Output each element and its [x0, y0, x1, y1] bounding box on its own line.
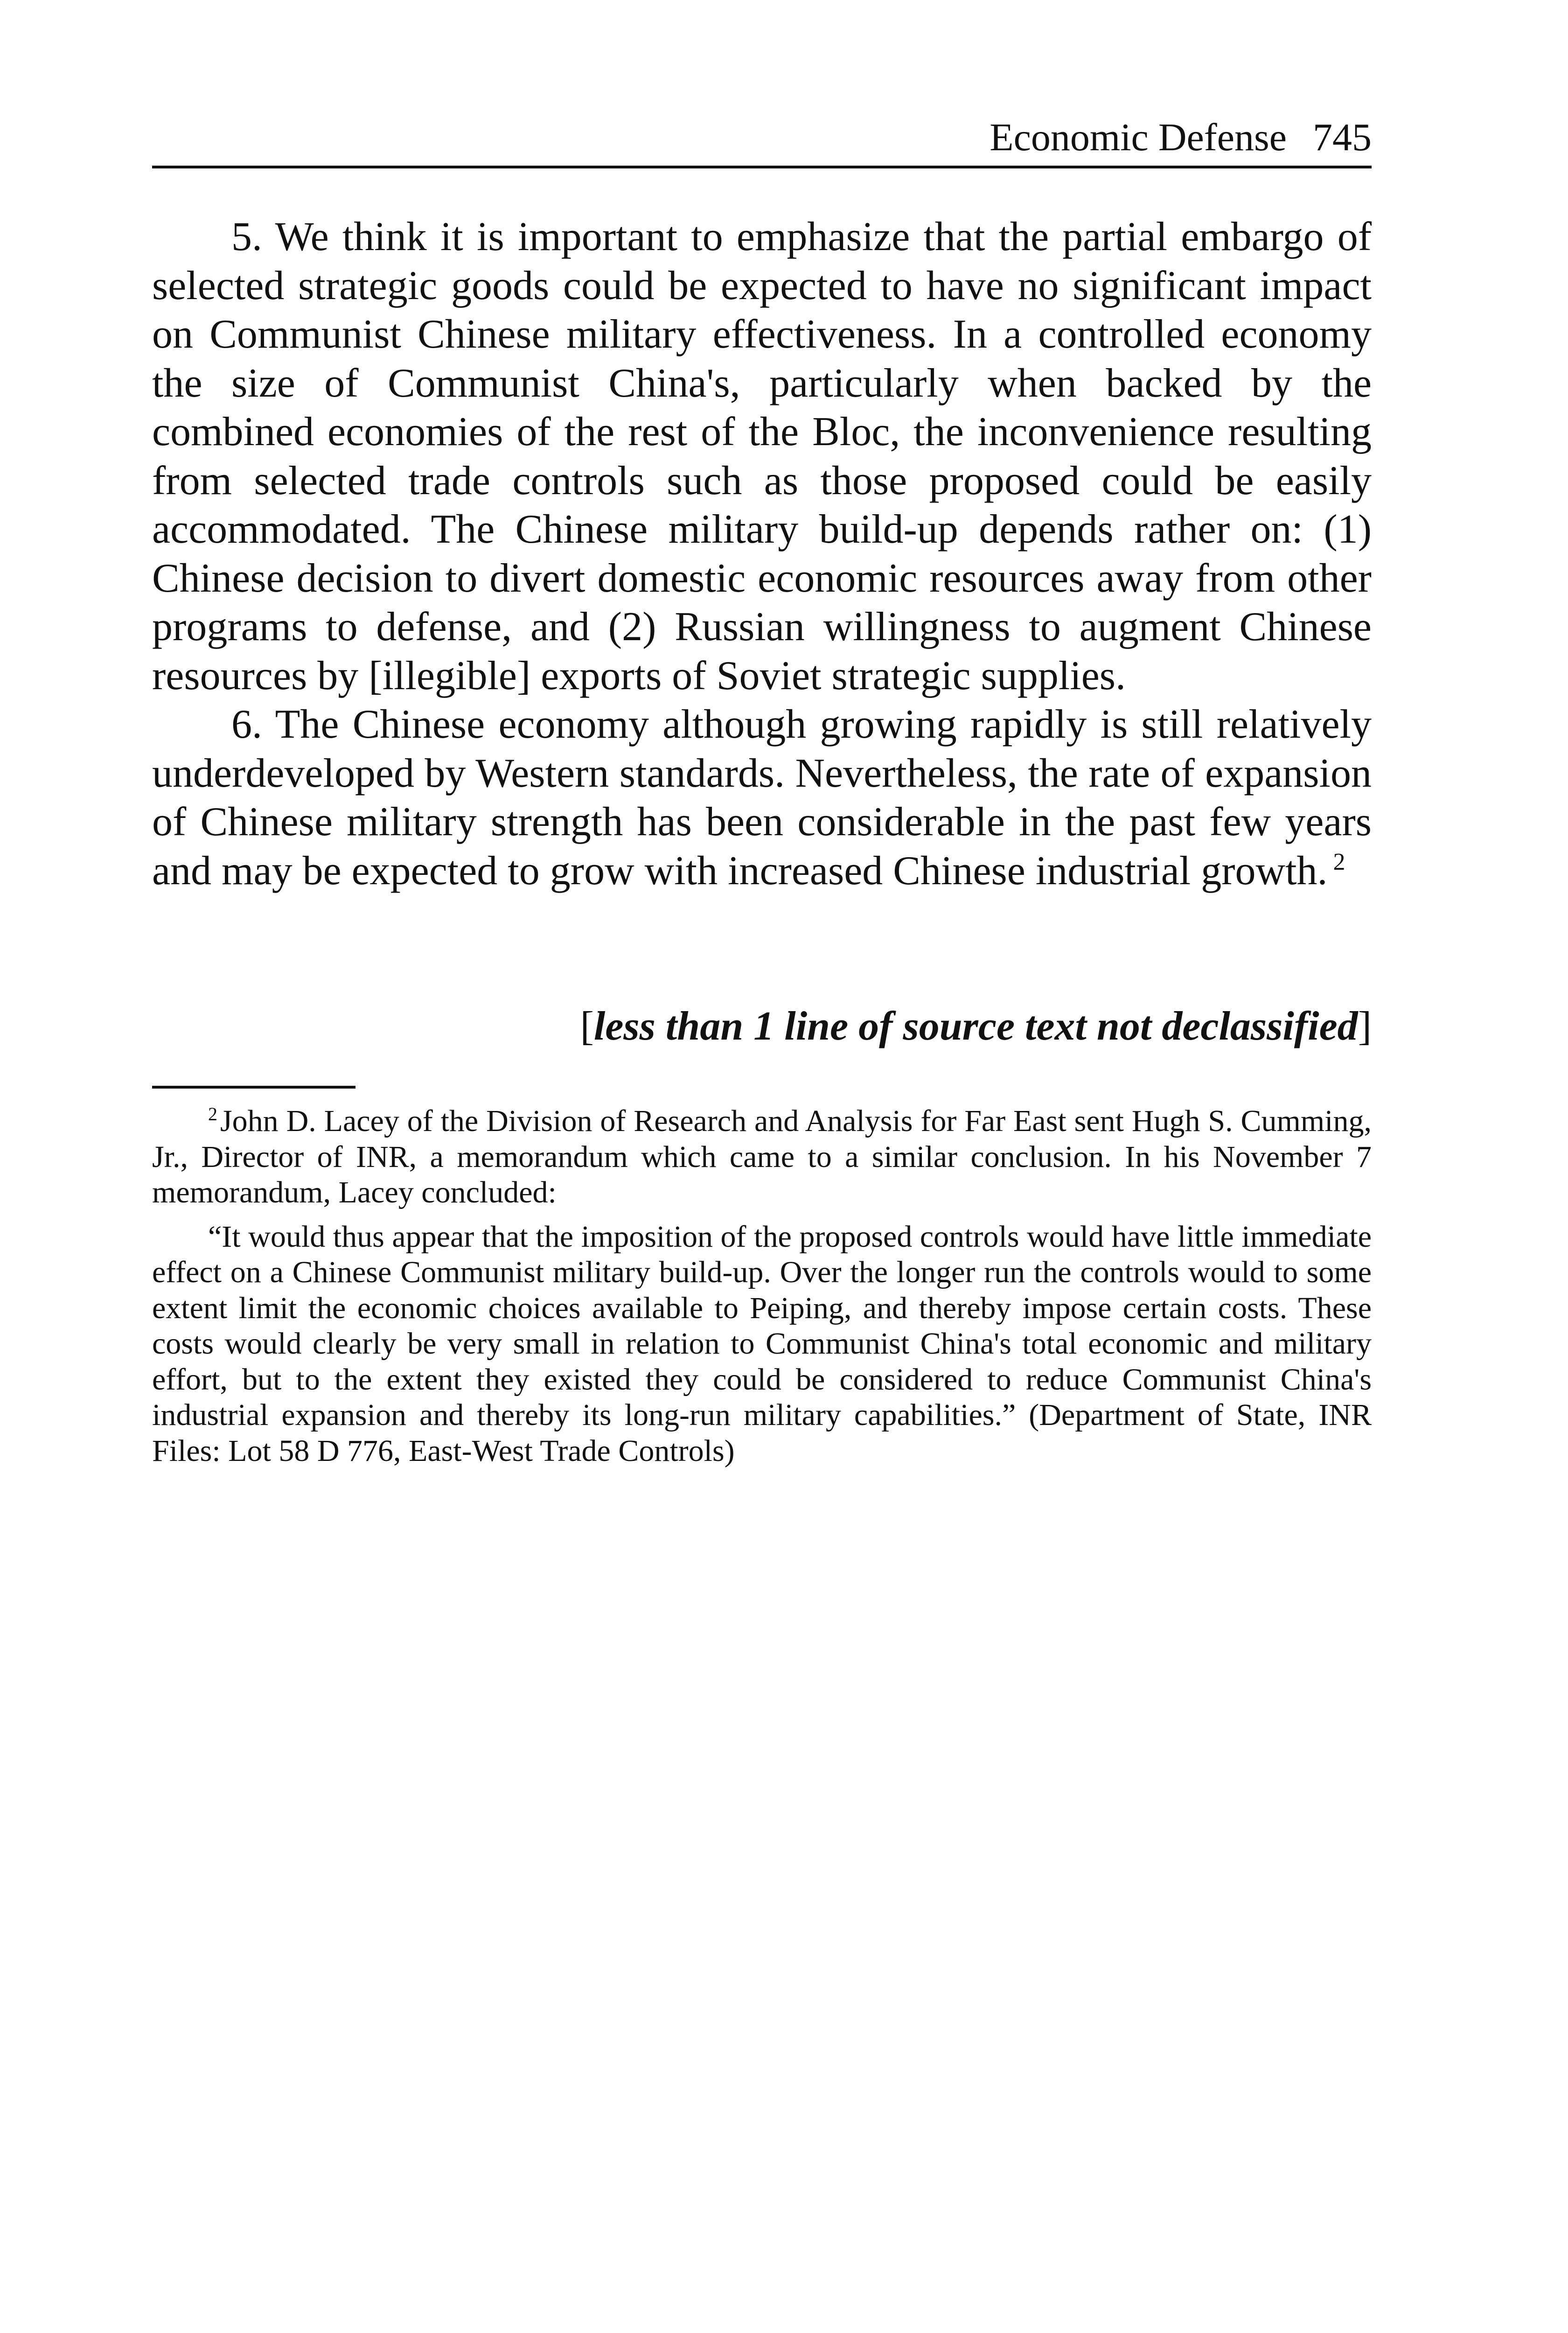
section-title: Economic Defense [990, 116, 1287, 159]
footnote-reference: 2 [1333, 849, 1345, 876]
footnote-2-quote-text: “It would thus appear that the imposition of the proposed controls would have little immediate effect on a Chinese Communist military build-up. Over the longer run the controls would to some extent limit the economic choices available to Peiping, and thereby impose certain costs. These costs would clearly be very small in relation to Communist China's total economic and military effort, but to the extent they existed they could be considered to reduce Communist China's industrial expansion and thereby its long-run military capabilities.” (Department of State, INR Files: Lot 58 D 776, East-West Trade Controls) [152, 1219, 1372, 1468]
footnote-divider [152, 1086, 355, 1089]
paragraph-6-text: 6. The Chinese economy although growing rapidly is still relatively underdeveloped by Western standards. Nevertheless, the rate of expansion of Chinese military strength has been considerable in the past few years and may be expected to grow with increased Chinese industrial growth. [152, 702, 1372, 894]
open-bracket: [ [580, 1004, 594, 1049]
declassification-note [152, 999, 1372, 1055]
paragraph-5-text: 5. We think it is important to emphasize that the partial embargo of selected strategic goods could be expected to have no significant impact on Communist Chinese military effectiveness. In a controlled economy the size of Communist China's, particularly when backed by the combined economies of the rest of the Bloc, the inconvenience resulting from selected trade controls such as those proposed could be easily accommodated. The Chinese military build-up depends rather on: (1) Chinese decision to divert domestic economic resources away from other programs to defense, and (2) Russian willingness to augment Chinese resources by [illegible] exports of Soviet strategic supplies. [152, 214, 1372, 699]
footnote-marker: 2 [208, 1104, 217, 1125]
footnote-2-text: John D. Lacey of the Division of Research and Analysis for Far East sent Hugh S. Cumming, Jr., Director of INR, a memorandum which came to a similar conclusion. In his November 7 memorandum, Lacey concluded: [152, 1104, 1372, 1209]
paragraph-5 [152, 213, 1372, 700]
main-text [152, 213, 1372, 895]
footnote-2-quote [152, 1219, 1372, 1469]
running-header [152, 110, 1372, 168]
footnote-2 [152, 1104, 1372, 1211]
paragraph-6 [152, 700, 1372, 895]
footnotes [152, 1104, 1372, 1469]
page-number: 745 [1313, 116, 1372, 159]
close-bracket: ] [1358, 1004, 1372, 1049]
declassification-text: less than 1 line of source text not declassified [593, 1004, 1358, 1049]
